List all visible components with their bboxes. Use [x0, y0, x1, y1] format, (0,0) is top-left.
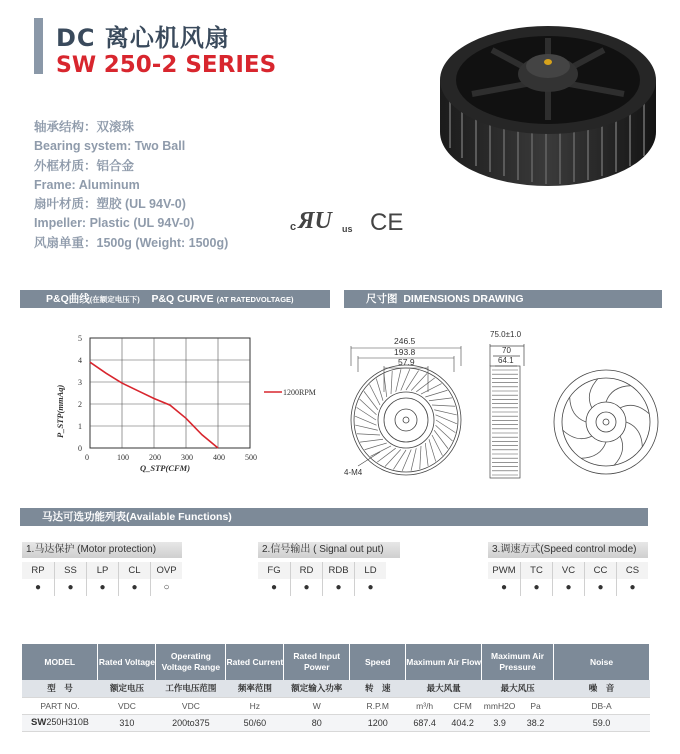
pq-title-cn: P&Q曲线: [46, 293, 90, 305]
chart-y-label: P_STP(mmAq): [55, 384, 65, 438]
table-header-row: [22, 644, 650, 680]
cell-frequency: 50/60: [226, 714, 284, 731]
certification-marks: [288, 206, 418, 236]
function-availability-mark: ●: [584, 579, 616, 596]
chart-y-tick: 2: [78, 400, 82, 409]
function-availability-mark: ●: [290, 579, 322, 596]
cell-pressure-pa: 38.2: [518, 714, 554, 731]
rear-spoke: [620, 405, 649, 414]
chart-y-tick: 5: [78, 334, 82, 343]
function-availability-mark: ●: [322, 579, 354, 596]
series-prefix: SW: [56, 53, 97, 78]
pq-section-band: [20, 290, 330, 308]
unit-rpm: R.P.M: [350, 697, 406, 714]
rear-spoke: [606, 386, 631, 402]
impeller-blade: [391, 371, 392, 394]
impeller-blade: [411, 374, 427, 391]
cn-input-power: 额定输入功率: [284, 680, 350, 697]
unit-dba: DB-A: [554, 697, 650, 714]
spec-line: Frame: Aluminum: [34, 177, 140, 192]
cn-rated-voltage: 额定电压: [98, 680, 156, 697]
chart-y-ticks: [78, 334, 82, 453]
cell-input-power: 80: [284, 714, 350, 731]
cell-noise: 59.0: [554, 714, 650, 731]
unit-vdc-range: VDC: [156, 697, 226, 714]
chart-x-tick: 500: [245, 453, 257, 462]
chart-y-tick: 0: [78, 444, 82, 453]
impeller-blade: [360, 439, 383, 442]
impeller-blade: [425, 390, 447, 397]
signal-output-grid: [258, 562, 386, 596]
impeller-blade: [377, 448, 395, 462]
function-availability-mark: ●: [354, 579, 386, 596]
chart-legend-label: 1200RPM: [283, 388, 316, 397]
dim-h2: 70: [502, 346, 511, 355]
page-title: DC 离心机风扇: [56, 24, 230, 52]
function-option-vc: VC: [552, 562, 584, 579]
impeller-blade: [434, 430, 448, 448]
unit-vdc: VDC: [98, 697, 156, 714]
impeller-blade: [429, 398, 452, 401]
impeller-blade: [436, 425, 453, 441]
spec-line: Bearing system: Two Ball: [34, 139, 186, 154]
series-title: [56, 52, 276, 78]
impeller-blade: [364, 391, 378, 409]
pq-curve-chart: [20, 322, 330, 477]
impeller-blade: [411, 448, 416, 471]
cell-pressure-mmh2o: 3.9: [482, 714, 518, 731]
impeller-blade: [385, 450, 401, 467]
impeller-blade: [432, 405, 455, 406]
chart-x-tick: 300: [181, 453, 193, 462]
pq-title-en: P&Q CURVE: [151, 293, 214, 305]
dim-h1: 75.0±1.0: [490, 330, 522, 339]
th-rated-voltage: Rated Voltage: [98, 644, 156, 680]
cn-air-flow: 最大风量: [406, 680, 482, 697]
impeller-blade: [396, 369, 401, 392]
chart-x-tick: 200: [149, 453, 161, 462]
dim-d2: 193.8: [394, 347, 416, 357]
function-option-lp: LP: [86, 562, 118, 579]
impeller-blade: [425, 443, 428, 466]
cell-voltage-range: 200to375: [156, 714, 226, 731]
fan-product-image: [432, 14, 664, 190]
table-row: [22, 714, 650, 731]
rear-spoke: [589, 379, 598, 408]
unit-cfm: CFM: [444, 697, 482, 714]
spec-list: [34, 118, 228, 253]
cell-model: [22, 714, 98, 731]
impeller-blade: [376, 379, 383, 401]
chart-x-ticks: [85, 453, 257, 462]
title-accent-bar: [34, 18, 43, 74]
impeller-blade: [355, 416, 376, 425]
rear-spoke: [570, 397, 586, 422]
unit-pa: Pa: [518, 697, 554, 714]
cell-flow-cfm: 404.2: [444, 714, 482, 731]
th-speed: Speed: [350, 644, 406, 680]
model-number: 250H310B: [46, 717, 89, 727]
cn-noise: 噪 音: [554, 680, 650, 697]
function-availability-mark: ●: [520, 579, 552, 596]
function-option-ss: SS: [54, 562, 86, 579]
cn-air-pressure: 最大风压: [482, 680, 554, 697]
model-prefix: SW: [31, 717, 47, 728]
function-option-cl: CL: [118, 562, 150, 579]
unit-part-no: PART NO.: [22, 697, 98, 714]
dimensions-drawing: [344, 322, 664, 484]
unit-m3h: m³/h: [406, 697, 444, 714]
pq-title-en-note: (AT RATEDVOLTAGE): [216, 295, 294, 304]
spec-line: 风扇单重：1500g (Weight: 1500g): [34, 235, 229, 250]
dim-title-en: DIMENSIONS DRAWING: [403, 293, 524, 305]
function-option-ld: LD: [354, 562, 386, 579]
speed-control-label: 3.调速方式(Speed control mode): [488, 542, 648, 558]
dim-mount: 4-M4: [344, 468, 363, 477]
function-option-pwm: PWM: [488, 562, 520, 579]
rear-view: [554, 370, 658, 474]
motor-protection-label: 1.马达保护 (Motor protection): [22, 542, 182, 558]
table-cn-row: [22, 680, 650, 697]
signal-output-label: 2.信号输出 ( Signal out put): [258, 542, 400, 558]
unit-w: W: [284, 697, 350, 714]
function-availability-mark: ●: [86, 579, 118, 596]
spec-table: [22, 644, 650, 732]
function-option-rd: RD: [290, 562, 322, 579]
th-noise: Noise: [554, 644, 650, 680]
ul-mark-icon: ЯU: [298, 208, 332, 234]
function-availability-mark: ●: [270, 582, 278, 593]
spec-line: 轴承结构：双滚珠: [34, 120, 135, 134]
unit-mmh2o: mmH2O: [482, 697, 518, 714]
dimensions-section-band: [344, 290, 662, 308]
cn-frequency: 频率范围: [226, 680, 284, 697]
chart-x-tick: 400: [213, 453, 225, 462]
chart-y-tick: 1: [78, 422, 82, 431]
impeller-blade: [432, 435, 443, 456]
cell-flow-m3h: 687.4: [406, 714, 444, 731]
impeller-blade: [370, 446, 391, 457]
th-air-flow: Maximum Air Flow: [406, 644, 482, 680]
impeller-blade: [402, 450, 411, 471]
function-option-cs: CS: [616, 562, 648, 579]
function-availability-mark: ●: [118, 579, 150, 596]
motor-protection-grid: [22, 562, 182, 596]
dim-title-cn: 尺寸图: [366, 293, 398, 305]
th-voltage-range: Operating Voltage Range: [156, 644, 226, 680]
functions-title: 马达可选功能列表(Available Functions): [42, 511, 232, 523]
chart-grid: [90, 338, 250, 448]
impeller-blade: [365, 443, 387, 450]
impeller-blade: [429, 439, 436, 461]
series-number: 250-2 SERIES: [103, 52, 277, 78]
front-view: [351, 365, 461, 475]
function-availability-mark: ●: [616, 579, 648, 596]
impeller-blade: [420, 446, 421, 469]
function-option-rp: RP: [22, 562, 54, 579]
function-availability-mark: ○: [150, 579, 182, 596]
function-option-rdb: RDB: [322, 562, 354, 579]
dim-d1: 246.5: [394, 336, 416, 346]
th-input-power: Rated Input Power: [284, 644, 350, 680]
spec-line: 扇叶材质：塑胶 (UL 94V-0): [34, 197, 186, 212]
pq-title-cn-note: (在额定电压下): [89, 295, 140, 304]
chart-x-label: Q_STP(CFM): [140, 463, 191, 473]
impeller-blade: [357, 434, 380, 435]
ul-c-text: c: [290, 221, 297, 233]
functions-section-band: [20, 508, 648, 526]
chart-x-tick: 0: [85, 453, 89, 462]
function-option-ovp: OVP: [150, 562, 182, 579]
function-availability-mark: ●: [552, 579, 584, 596]
impeller-blade: [421, 384, 442, 395]
cell-speed: 1200: [350, 714, 406, 731]
cn-voltage-range: 工作电压范围: [156, 680, 226, 697]
function-availability-mark: ●: [500, 582, 508, 593]
impeller-blade: [370, 384, 381, 405]
chart-y-tick: 3: [78, 378, 82, 387]
impeller-blade: [384, 374, 387, 397]
function-availability-mark: ●: [34, 582, 42, 593]
function-option-cc: CC: [584, 562, 616, 579]
impeller-blade: [436, 415, 457, 424]
th-rated-current: Rated Current: [226, 644, 284, 680]
chart-plot-frame: [90, 338, 250, 448]
impeller-blade: [360, 399, 377, 415]
th-model: MODEL: [22, 644, 98, 680]
spec-line: 外框材质：铝合金: [34, 158, 135, 173]
rear-spoke: [614, 436, 623, 465]
impeller-blade: [434, 410, 457, 415]
table-unit-row: [22, 697, 650, 714]
unit-hz: Hz: [226, 697, 284, 714]
rear-spoke: [563, 430, 592, 439]
th-air-pressure: Maximum Air Pressure: [482, 644, 554, 680]
cn-model: 型 号: [22, 680, 98, 697]
speed-control-grid: [488, 562, 648, 596]
chart-x-tick: 100: [117, 453, 129, 462]
cell-rated-voltage: 310: [98, 714, 156, 731]
function-availability-mark: ●: [54, 579, 86, 596]
dim-h3: 64.1: [498, 356, 514, 365]
impeller-blade: [355, 425, 378, 430]
impeller-blade: [416, 378, 434, 392]
function-option-fg: FG: [258, 562, 290, 579]
chart-y-tick: 4: [78, 356, 82, 365]
ul-us-text: us: [342, 224, 353, 234]
spec-line: Impeller: Plastic (UL 94V-0): [34, 216, 195, 231]
dim-d3: 57.9: [398, 357, 415, 367]
cn-speed: 转 速: [350, 680, 406, 697]
impeller-blade: [401, 369, 410, 390]
rear-spoke: [581, 442, 606, 458]
function-option-tc: TC: [520, 562, 552, 579]
rear-spoke: [626, 422, 642, 447]
ce-mark-icon: CE: [370, 209, 404, 236]
